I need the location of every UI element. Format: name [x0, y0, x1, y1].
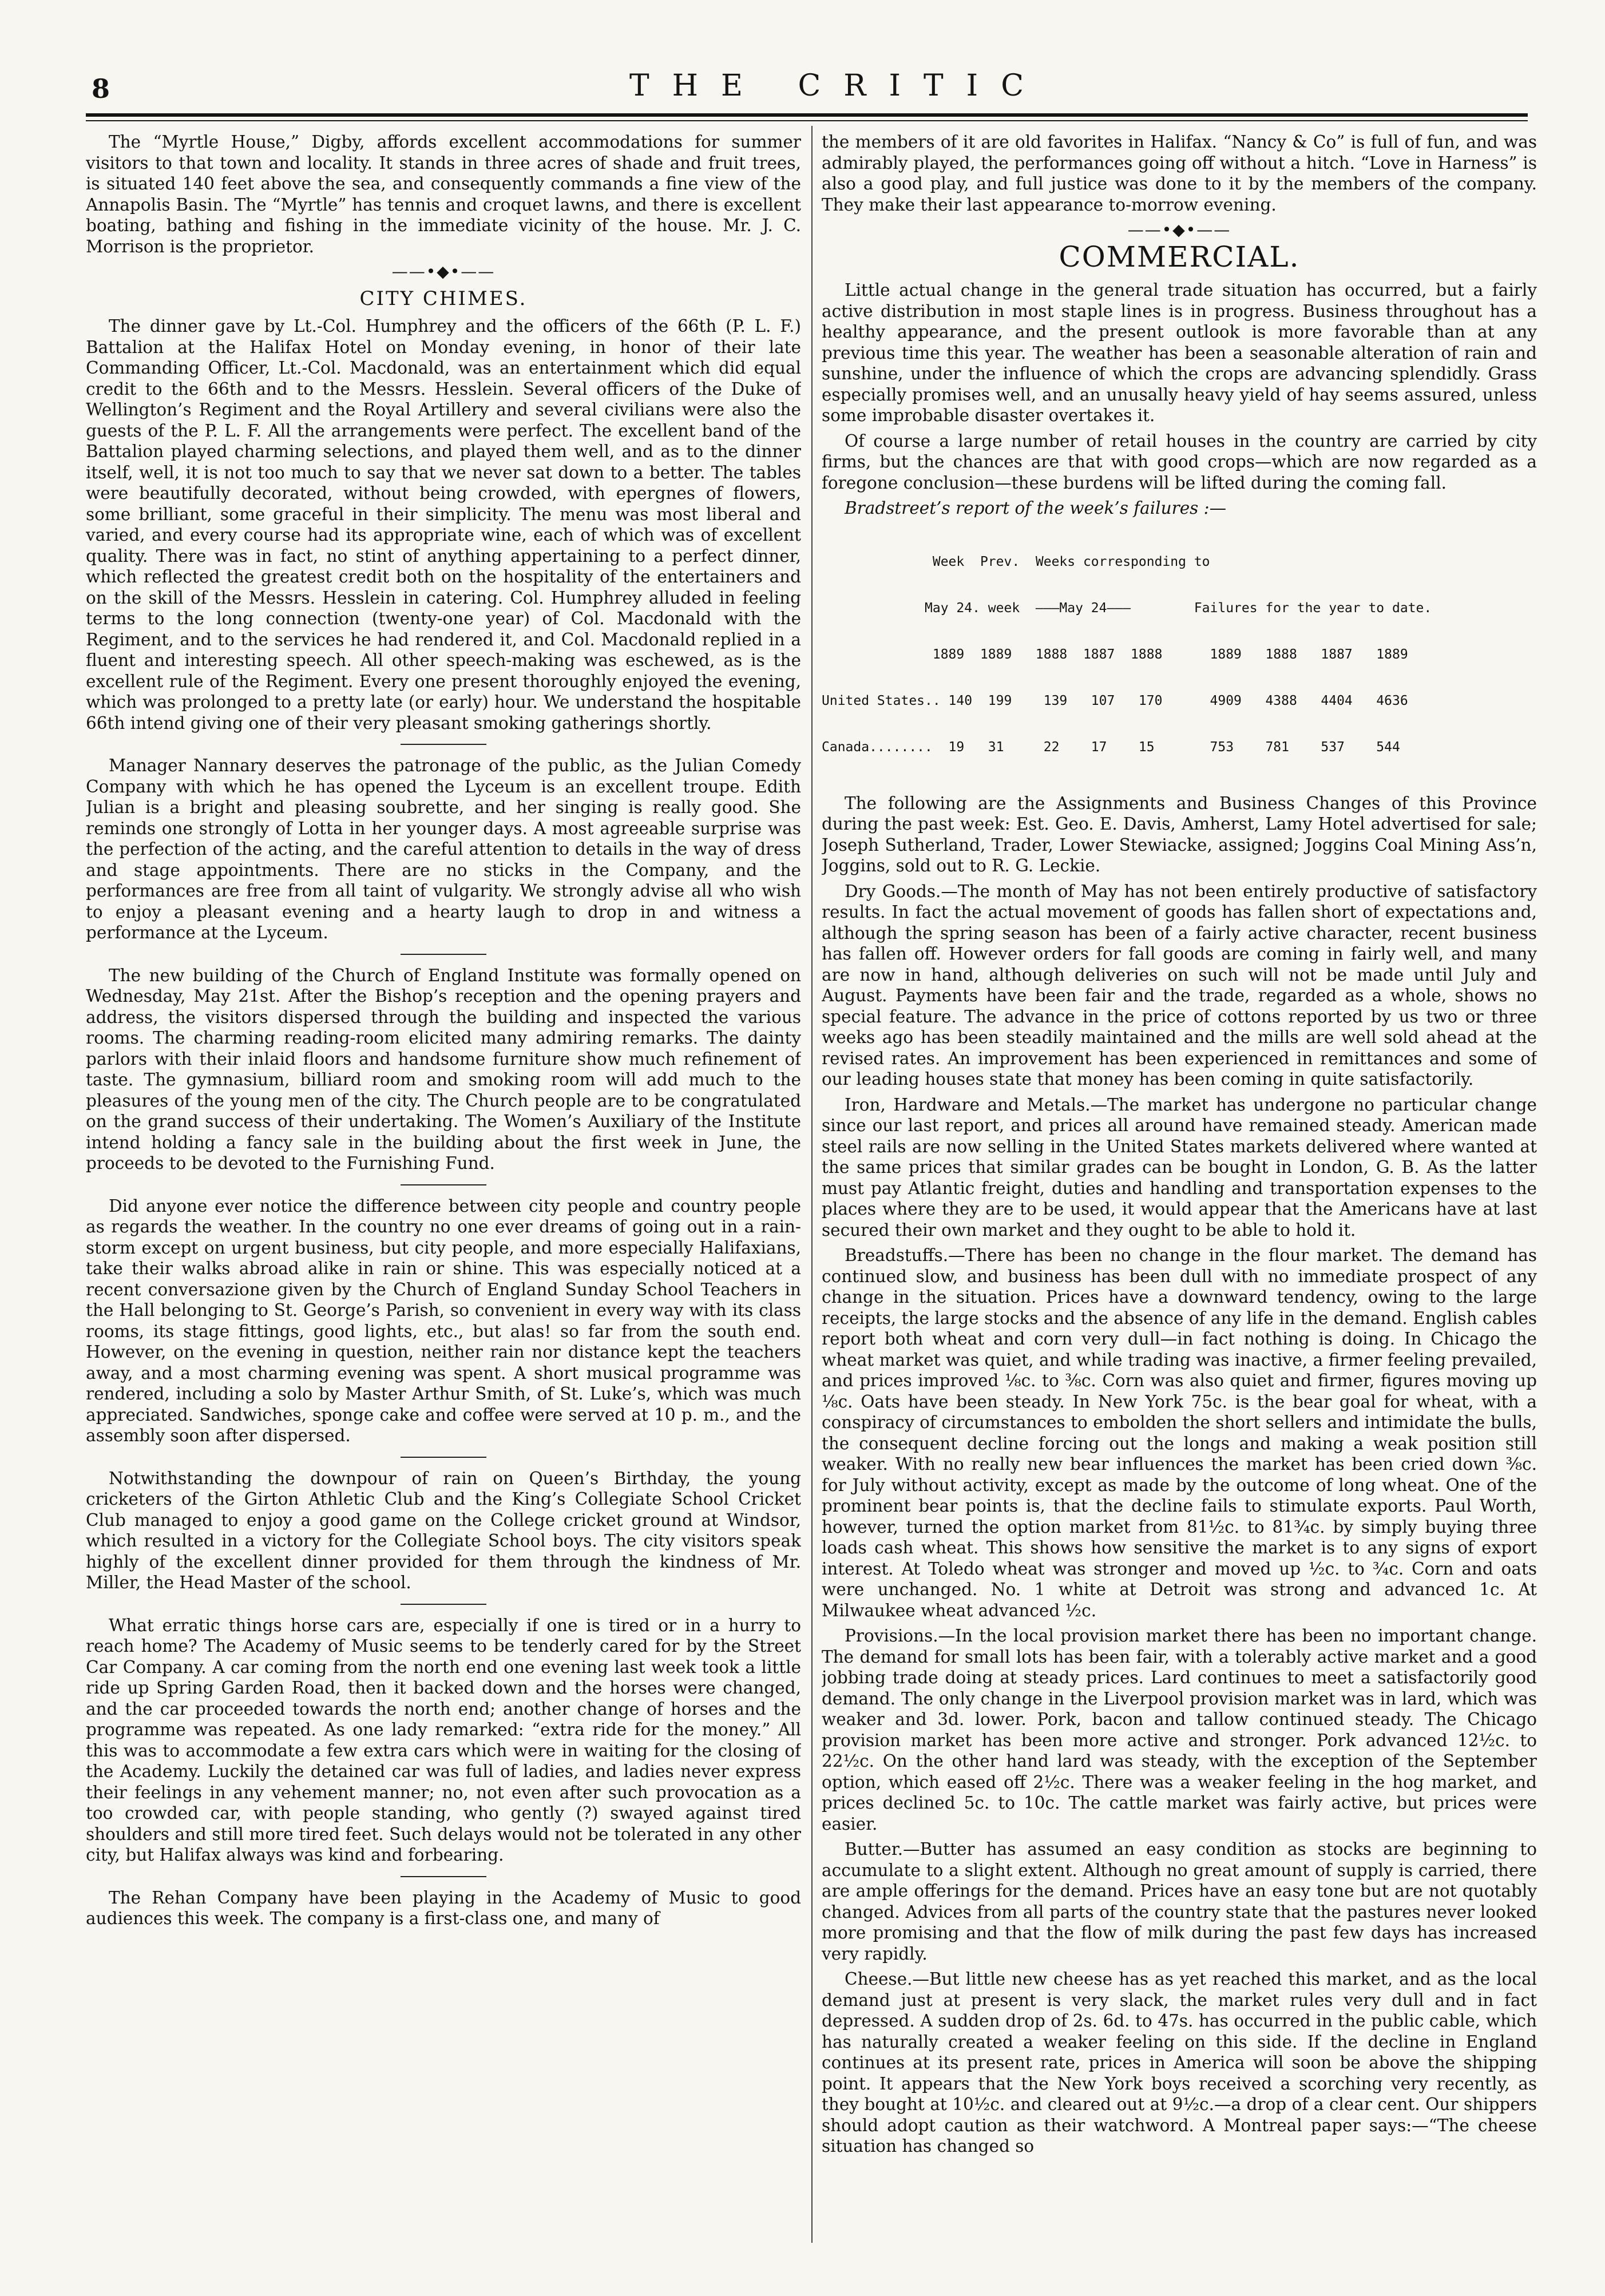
myrtle-house-paragraph: The “Myrtle House,” Digby, affords excellent accommodations for summer visitors to that town and locality. It stands in three acres of shade and fruit trees, is situated 140 feet above the sea, and consequently commands a fine view of the Annapolis Basin. The “Myrtle” has tennis and croquet lawns, and there is excellent boating, bathing and fishing in the immediate vicinity of the house. Mr. J. C. Morrison is the proprietor.: [86, 132, 801, 256]
separator: [401, 1184, 486, 1185]
separator: [401, 1604, 486, 1605]
cricket-paragraph: Notwithstanding the downpour of rain on Queen’s Birthday, the young cricketers of the Girton Athletic Club and the King’s Collegiate School Cricket Club managed to enjoy a good game on the College cricket ground at Windsor, which resulted in a victory for the Collegiate School boys. The city visitors speak highly of the excellent dinner provided for them through the kindness of Mr. Miller, the Head Master of the school.: [86, 1468, 801, 1592]
horse-cars-paragraph: What erratic things horse cars are, especially if one is tired or in a hurry to reach home? The Academy of Music seems to be tenderly cared for by the Street Car Company. A car coming from the north end one evening last week took a little ride up Spring Garden Road, then it backed down and the horses were changed, and the car proceeded towards the north end; another change of horses and the programme was repeated. As one lady remarked: “extra ride for the money.” All this was to accommodate a few extra cars which were in waiting for the closing of the Academy. Luckily the detained car was full of ladies, and ladies never express their feelings in any vehement manner; no, not even after such provocation as a too crowded car, with people standing, who gently (?) swayed against tired shoulders and still more tired feet. Such delays would not be tolerated in any other city, but Halifax always was kind and forbearing.: [86, 1615, 801, 1865]
iron-hardware-paragraph: Iron, Hardware and Metals.—The market has undergone no particular change since our last report, and prices all around have remained steady. American made steel rails are now selling in the United States markets delivered where wanted at the same prices that similar grades can be bought in London, G. B. As the latter must pay Atlantic freight, duties and handling and transportation expenses to the places where they are to be used, it would appear that the Americans have at last secured their own market and they ought to be able to hold it.: [822, 1095, 1537, 1240]
separator: [401, 954, 486, 955]
separator: [401, 744, 486, 745]
table-row: United States.. 140 199 139 107 170 4909 4388 4404 4636: [822, 693, 1408, 708]
dry-goods-paragraph: Dry Goods.—The month of May has not been entirely productive of satisfactory results. In fact the actual movement of goods has fallen short of expectations and, although the spring season has been of a fairly active character, recent business has fallen off. However orders for fall goods are coming in fairly well, and many are now in hand, although deliveries on such will not be made until July and August. Payments have been fair and the trade, regarded as a whole, shows no special feature. The advance in the price of cottons reported by us two or three weeks ago has been steadily maintained and the mills are well sold ahead at the revised rates. An improvement has been experienced in remittances and some of our leading houses state that money has been coming in quite satisfactorily.: [822, 881, 1537, 1089]
ornament-divider: ——•◆•——: [1127, 220, 1231, 239]
masthead: THE CRITIC: [629, 69, 1047, 103]
butter-paragraph: Butter.—Butter has assumed an easy condition as stocks are beginning to accumulate to a slight extent. Although no great amount of supply is carried, there are ample offerings for the demand. Prices have an easy tone but are not quotably changed. Advices from all parts of the country state that the pastures never looked more promising and that the flow of milk during the past few days has increased very rapidly.: [822, 1839, 1537, 1964]
rehan-paragraph: The Rehan Company have been playing in the Academy of Music to good audiences this week. The company is a first-class one, and many of: [86, 1887, 801, 1928]
separator: [401, 1876, 486, 1877]
table-row: 1889 1889 1888 1887 1888 1889 1888 1887 1889: [822, 647, 1408, 662]
left-column: [86, 132, 801, 2249]
weather-paragraph: Did anyone ever notice the difference between city people and country people as regards the weather. In the country no one ever dreams of going out in a rain-storm except on urgent business, but city people, and more especially Halifaxians, take their walks abroad alike in rain or shine. This was especially noticed at a recent conversazione given by the Church of England Sunday School Teachers in the Hall belonging to St. George’s Parish, so convenient in every way with its class rooms, its stage fittings, good lights, etc., but alas! so far from the south end. However, on the evening in question, neither rain nor distance kept the teachers away, and a most charming evening was spent. A short musical programme was rendered, including a solo by Master Arthur Smith, of St. Luke’s, which was much appreciated. Sandwiches, sponge cake and coffee were served at 10 p. m., and the assembly soon after dispersed.: [86, 1196, 801, 1445]
retail-paragraph: Of course a large number of retail houses in the country are carried by city firms, but the chances are that with good crops—which are now regarded as a foregone conclusion—these burdens will be lifted during the coming fall.: [822, 431, 1537, 493]
bradstreet-intro: Bradstreet’s report of the week’s failures :—: [845, 498, 1227, 518]
city-chimes-heading: CITY CHIMES.: [359, 287, 528, 310]
nannary-paragraph: Manager Nannary deserves the patronage of the public, as the Julian Comedy Company with which he has opened the Lyceum is an excellent troupe. Edith Julian is a bright and pleasing soubrette, and her singing is really good. She reminds one strongly of Lotta in her younger days. A most agreeable surprise was the perfection of the acting, and the careful attention to details in the way of dress and stage appointments. There are no sticks in the Company, and the performances are free from all taint of vulgarity. We strongly advise all who wish to enjoy a pleasant evening and a hearty laugh to drop in and witness a performance at the Lyceum.: [86, 756, 801, 942]
dinner-paragraph: The dinner gave by Lt.-Col. Humphrey and the officers of the 66th (P. L. F.) Battalion at the Halifax Hotel on Monday evening, in honor of their late Commanding Officer, Lt.-Col. Macdonald, was an entertainment which did equal credit to the 66th and to the Messrs. Hesslein. Several officers of the Duke of Wellington’s Regiment and the Royal Artillery and several civilians were also the guests of the P. L. F. All the arrangements were perfect. The excellent band of the Battalion played charming selections, and played them well, and as to the dinner itself, well, it is not too much to say that we never sat down to a better. The tables were beautifully decorated, without being crowded, with epergnes of flowers, some brilliant, some graceful in their simplicity. The menu was most liberal and varied, and every course had its appropriate wine, each of which was of excellent quality. There was in fact, no stint of anything appertaining to a perfect dinner, which reflected the greatest credit both on the hospitality of the entertainers and on the skill of the Messrs. Hesslein in catering. Col. Humphrey alluded in feeling terms to the long connection (twenty-one year) of Col. Macdonald with the Regiment, and to the services he had rendered it, and Col. Macdonald replied in a fluent and interesting speech. All other speech-making was eschewed, as is the excellent rule of the Regiment. Every one present thoroughly enjoyed the evening, which was prolonged to a pretty late (or early) hour. We understand the hospitable 66th intend giving one of their very pleasant smoking gatherings shortly.: [86, 316, 801, 733]
rehan-continued-paragraph: the members of it are old favorites in Halifax. “Nancy & Co” is full of fun, and was admirably played, the performances going off without a hitch. “Love in Harness” is also a good play, and full justice was done to it by the members of the company. They make their last appearance to-morrow evening.: [822, 132, 1537, 215]
institute-paragraph: The new building of the Church of England Institute was formally opened on Wednesday, May 21st. After the Bishop’s reception and the opening prayers and address, the visitors dispersed through the building and inspected the various rooms. The charming reading-room elicited many admiring remarks. The dainty parlors with their inlaid floors and handsome furniture show much refinement of taste. The gymnasium, billiard room and smoking room will add much to the pleasures of the young men of the city. The Church people are to be congratulated on the grand success of their undertaking. The Women’s Auxiliary of the Institute intend holding a fancy sale in the building about the first week in June, the proceeds to be devoted to the Furnishing Fund.: [86, 965, 801, 1173]
top-rule-thin: [86, 120, 1528, 121]
table-row: May 24. week ———May 24——— Failures for the year to date.: [822, 600, 1432, 616]
column-divider: [811, 126, 813, 2243]
assignments-paragraph: The following are the Assignments and Business Changes of this Province during the past week: Est. Geo. E. Davis, Amherst, Lamy Hotel advertised for sale; Joseph Sutherland, Trader, Lower Stewiacke, assigned; Joggins Coal Mining Ass’n, Joggins, sold out to R. G. Leckie.: [822, 793, 1537, 875]
separator: [401, 1457, 486, 1458]
trade-paragraph: Little actual change in the general trade situation has occurred, but a fairly active distribution in most staple lines is in progress. Business throughout has a healthy appearance, and the present outlook is more favorable than at any previous time this year. The weather has been a seasonable alteration of rain and sunshine, under the influence of which the crops are advancing splendidly. Grass especially promises well, and an unusally heavy yield of hay seems assured, unless some improbable disaster overtakes it.: [822, 280, 1537, 425]
top-rule: [86, 113, 1528, 117]
failures-table: [822, 524, 1537, 786]
table-row: Week Prev. Weeks corresponding to: [822, 554, 1210, 569]
right-column: [822, 132, 1537, 2249]
cheese-paragraph: Cheese.—But little new cheese has as yet reached this market, and as the local demand just at present is very slack, the market rules very dull and in fact depressed. A sudden drop of 2s. 6d. to 47s. has occurred in the public cable, which has naturally created a weaker feeling on this side. If the decline in England continues at its present rate, prices in America will soon be above the shipping point. It appears that the New York boys received a scorching very recently, as they bought at 10½c. and cleared out at 9½c.—a drop of a clear cent. Our shippers should adopt caution as their watchword. A Montreal paper says:—“The cheese situation has changed so: [822, 1969, 1537, 2156]
commercial-heading: COMMERCIAL.: [1059, 240, 1300, 273]
breadstuffs-paragraph: Breadstuffs.—There has been no change in the flour market. The demand has continued slow, and business has been dull with no immediate prospect of any change in the situation. Prices have a downward tendency, owing to the large receipts, the large stocks and the absence of any life in the demand. English cables report both wheat and corn very dull—in fact nothing is doing. In Chicago the wheat market was quiet, and while trading was inactive, a firmer feeling prevailed, and prices improved ⅛c. to ⅜c. Corn was also quiet and firmer, figures moving up ⅛c. Oats have been steady. In New York 75c. is the bear goal for wheat, with a conspiracy of circumstances to embolden the short sellers and intimidate the bulls, the consequent decline forcing out the longs and making a weak position still weaker. With no really new bear influences the market has been cried down ⅜c. for July without activity, except as made by the outcome of long wheat. One of the prominent bear points is, that the decline fails to stimulate exports. Paul Worth, however, turned the option market from 81½c. to 81¾c. by simply buying three loads cash wheat. This shows how sensitive the market is to any signs of export interest. At Toledo wheat was stronger and moved up ½c. to ¾c. Corn and oats were unchanged. No. 1 white at Detroit was strong and advanced 1c. At Milwaukee wheat advanced ½c.: [822, 1246, 1537, 1620]
provisions-paragraph: Provisions.—In the local provision market there has been no important change. The demand for small lots has been fair, with a tolerably active market and a good jobbing trade doing at steady prices. Lard continues to meet a satisfactorily good demand. The only change in the Liverpool provision market was in lard, which was weaker and 3d. lower. Pork, bacon and tallow continued steady. The Chicago provision market has been more active and stronger. Pork advanced 12½c. to 22½c. On the other hand lard was steady, with the exception of the September option, which eased off 2½c. There was a weaker feeling in the hog market, and prices declined 5c. to 10c. The cattle market was fairly active, but prices were easier.: [822, 1626, 1537, 1834]
page-number: 8: [92, 73, 110, 104]
table-row: Canada........ 19 31 22 17 15 753 781 537 544: [822, 739, 1400, 755]
ornament-divider: ——•◆•——: [391, 262, 496, 281]
